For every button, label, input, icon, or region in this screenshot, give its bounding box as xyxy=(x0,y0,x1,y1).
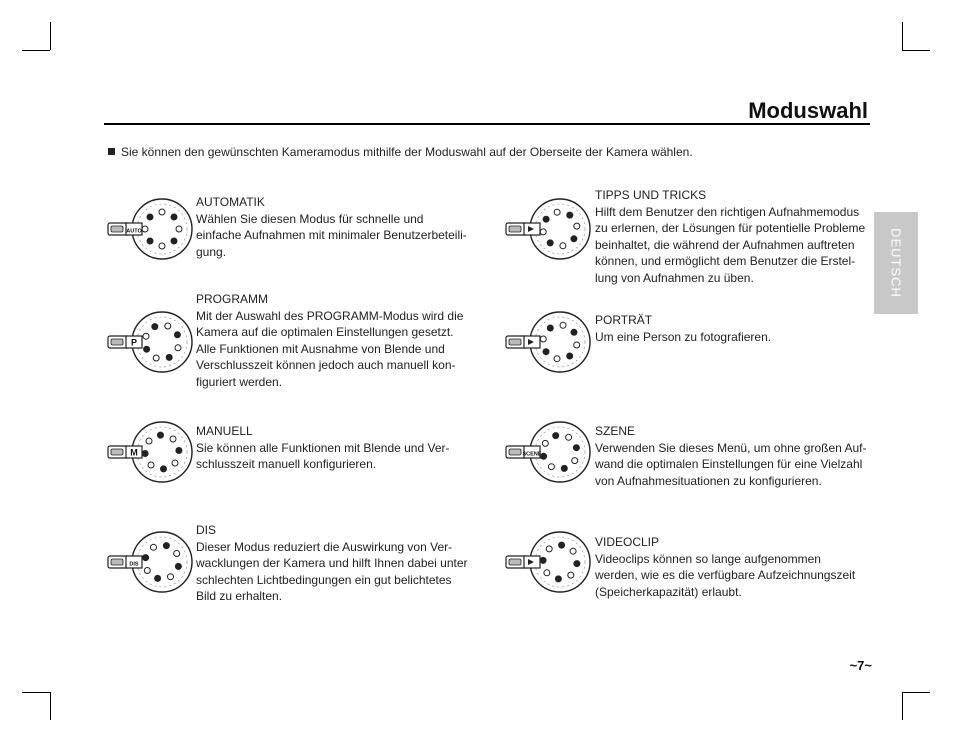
mode-heading: PROGRAMM xyxy=(196,292,268,306)
mode-body: Mit der Auswahl des PROGRAMM-Modus wird die Kamera auf die optimalen Einstellungen gesetzt. Alle Funktionen mit Ausnahme von Blende und Verschlusszeit können jedoch auch manuell kon- figuriert werden. xyxy=(196,308,464,389)
mode-description-programm xyxy=(196,291,472,391)
page-number: ~7~ xyxy=(849,658,872,673)
mode-dial-auto-icon xyxy=(106,195,206,275)
bullet-square-icon xyxy=(108,148,115,155)
mode-heading: AUTOMATIK xyxy=(196,195,265,209)
dial-graphic xyxy=(106,195,206,275)
dial-graphic xyxy=(504,528,604,608)
crop-mark xyxy=(902,50,930,51)
mode-body: Dieser Modus reduziert die Auswirkung von Ver- wacklungen der Kamera und hilft Ihnen dabei unter schlechten Lichtbedingungen ein gut belichtetes Bild zu erhalten. xyxy=(196,539,468,604)
mode-dial-program-icon xyxy=(106,308,206,388)
mode-body: Um eine Person zu fotografieren. xyxy=(595,329,772,344)
mode-dial-tips-icon xyxy=(504,195,604,275)
crop-mark xyxy=(902,692,930,693)
mode-description-manuell xyxy=(196,423,472,473)
dial-graphic xyxy=(106,528,206,608)
selected-mode-label: M xyxy=(130,447,138,458)
page-title: Moduswahl xyxy=(748,98,868,123)
mode-body: Verwenden Sie dieses Menü, um ohne großen Auf- wand die optimalen Einstellungen für eine Vielzahl von Aufnahmesituationen zu konfigurieren. xyxy=(595,440,867,488)
crop-mark xyxy=(22,692,50,693)
mode-description-automatik xyxy=(196,194,472,260)
mode-dial-portrait-icon xyxy=(504,308,604,388)
dial-graphic xyxy=(504,308,604,388)
mode-body: Hilft dem Benutzer den richtigen Aufnahmemodus zu erlernen, der Lösungen für potentielle Probleme beinhaltet, die während der Aufnahmen auftreten können, und ermöglicht dem Benutzer die Erstel- lung von Aufnahmen zu üben. xyxy=(595,204,866,285)
crop-mark xyxy=(50,22,51,50)
mode-description-szene xyxy=(595,423,871,489)
selected-mode-label: AUTO xyxy=(126,228,142,235)
mode-heading: VIDEOCLIP xyxy=(595,535,660,549)
mode-heading: PORTRÄT xyxy=(595,313,653,327)
mode-dial-manual-icon xyxy=(106,418,206,498)
intro-paragraph xyxy=(108,145,693,159)
dial-graphic xyxy=(106,308,206,388)
mode-description-portraet xyxy=(595,312,871,345)
dial-graphic xyxy=(504,418,604,498)
selected-mode-label: DIS xyxy=(129,561,139,568)
mode-body: Videoclips können so lange aufgenommen werden, wie es die verfügbare Aufzeichnungszeit (Speicherkapazität) erlaubt. xyxy=(595,551,856,599)
mode-heading: MANUELL xyxy=(196,424,253,438)
crop-mark xyxy=(22,50,50,51)
mode-description-dis xyxy=(196,522,472,605)
mode-dial-scene-icon xyxy=(504,418,604,498)
title-rule xyxy=(104,123,870,125)
language-tab xyxy=(874,212,918,314)
mode-body: Sie können alle Funktionen mit Blende und Ver- schlusszeit manuell konfigurieren. xyxy=(196,440,450,472)
dial-graphic xyxy=(504,195,604,275)
crop-mark xyxy=(902,692,903,720)
mode-description-videoclip xyxy=(595,534,871,600)
mode-heading: TIPPS UND TRICKS xyxy=(595,188,707,202)
crop-mark xyxy=(902,22,903,50)
selected-mode-label: SCENE xyxy=(522,451,542,458)
crop-mark xyxy=(50,692,51,720)
language-tab-label: DEUTSCH xyxy=(888,228,904,298)
mode-heading: SZENE xyxy=(595,424,636,438)
mode-heading: DIS xyxy=(196,523,217,537)
mode-dial-video-icon xyxy=(504,528,604,608)
dial-graphic xyxy=(106,418,206,498)
mode-body: Wählen Sie diesen Modus für schnelle und einfache Aufnahmen mit minimaler Benutzerbeteili- gung. xyxy=(196,211,467,259)
intro-text: Sie können den gewünschten Kameramodus mithilfe der Moduswahl auf der Oberseite der Kamera wählen. xyxy=(121,145,693,159)
selected-mode-label: P xyxy=(130,337,138,348)
mode-dial-dis-icon xyxy=(106,528,206,608)
mode-description-tipps xyxy=(595,187,871,287)
